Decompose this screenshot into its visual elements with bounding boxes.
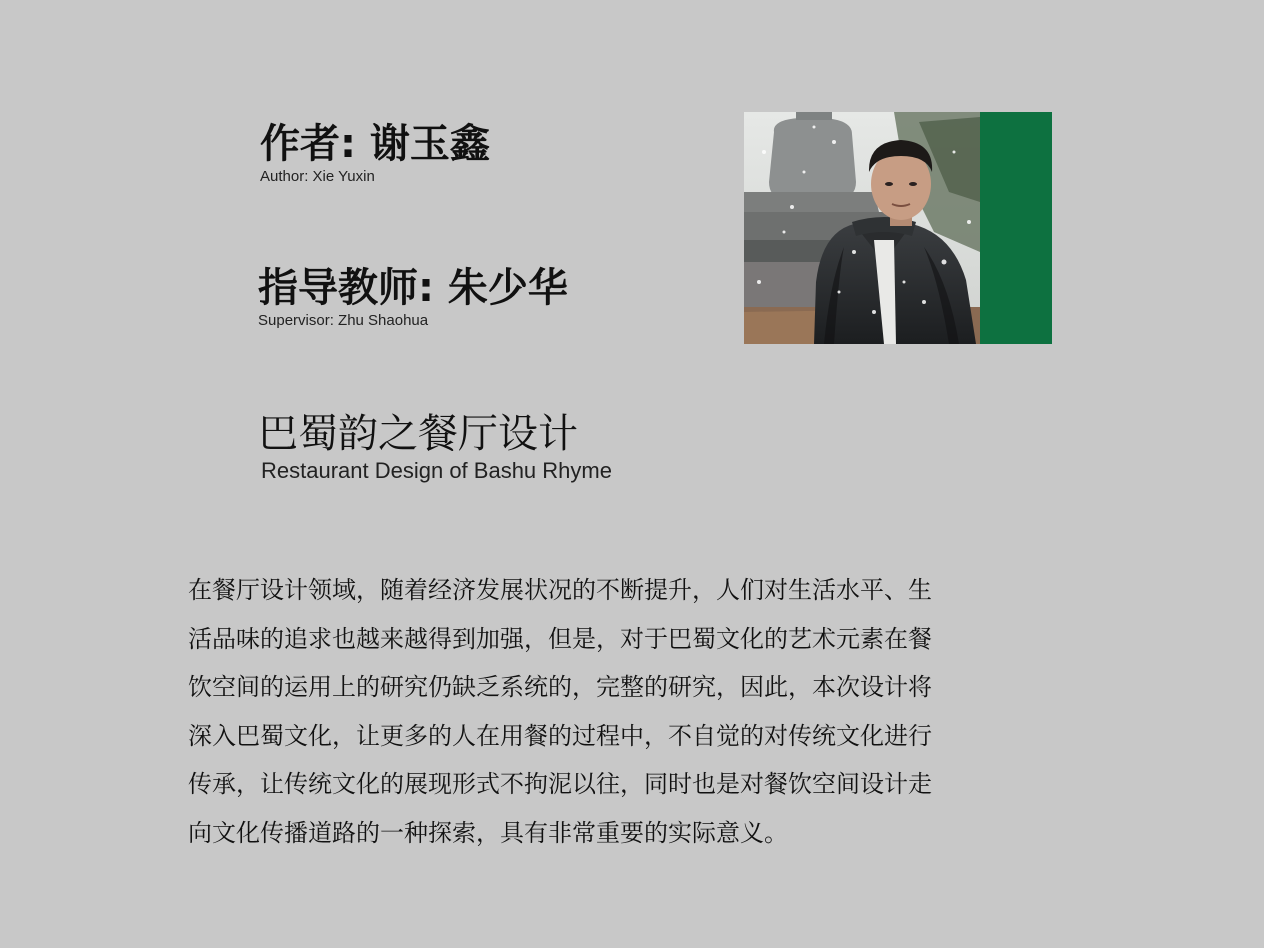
project-title-block <box>258 410 612 484</box>
paragraph-line: 向文化传播道路的一种探索，具有非常重要的实际意义。 <box>188 818 788 847</box>
supervisor-block <box>258 264 568 330</box>
paragraph-line: 深入巴蜀文化，让更多的人在用餐的过程中，不自觉的对传统文化进行 <box>188 721 932 750</box>
portrait-photo <box>744 112 980 344</box>
author-name-en: Author: Xie Yuxin <box>260 168 375 185</box>
paragraph-line: 在餐厅设计领域，随着经济发展状况的不断提升，人们对生活水平、生 <box>188 576 932 604</box>
author-name-cn: 作者: 谢玉鑫 <box>260 121 490 167</box>
paragraph-line: 活品味的追求也越来越得到加强，但是，对于巴蜀文化的艺术元素在餐 <box>188 624 932 653</box>
paragraph-line: 传承，让传统文化的展现形式不拘泥以往，同时也是对餐饮空间设计走 <box>188 770 932 799</box>
paragraph-line: 饮空间的运用上的研究仍缺乏系统的，完整的研究，因此，本次设计将 <box>188 673 932 702</box>
author-block <box>260 120 490 186</box>
accent-bar <box>980 112 1052 344</box>
project-title-cn: 巴蜀韵之餐厅设计 <box>258 411 578 457</box>
supervisor-name-cn: 指导教师: 朱少华 <box>258 265 568 311</box>
project-title-en: Restaurant Design of Bashu Rhyme <box>261 458 612 483</box>
supervisor-name-en: Supervisor: Zhu Shaohua <box>258 312 429 329</box>
description-paragraph <box>188 566 1058 858</box>
